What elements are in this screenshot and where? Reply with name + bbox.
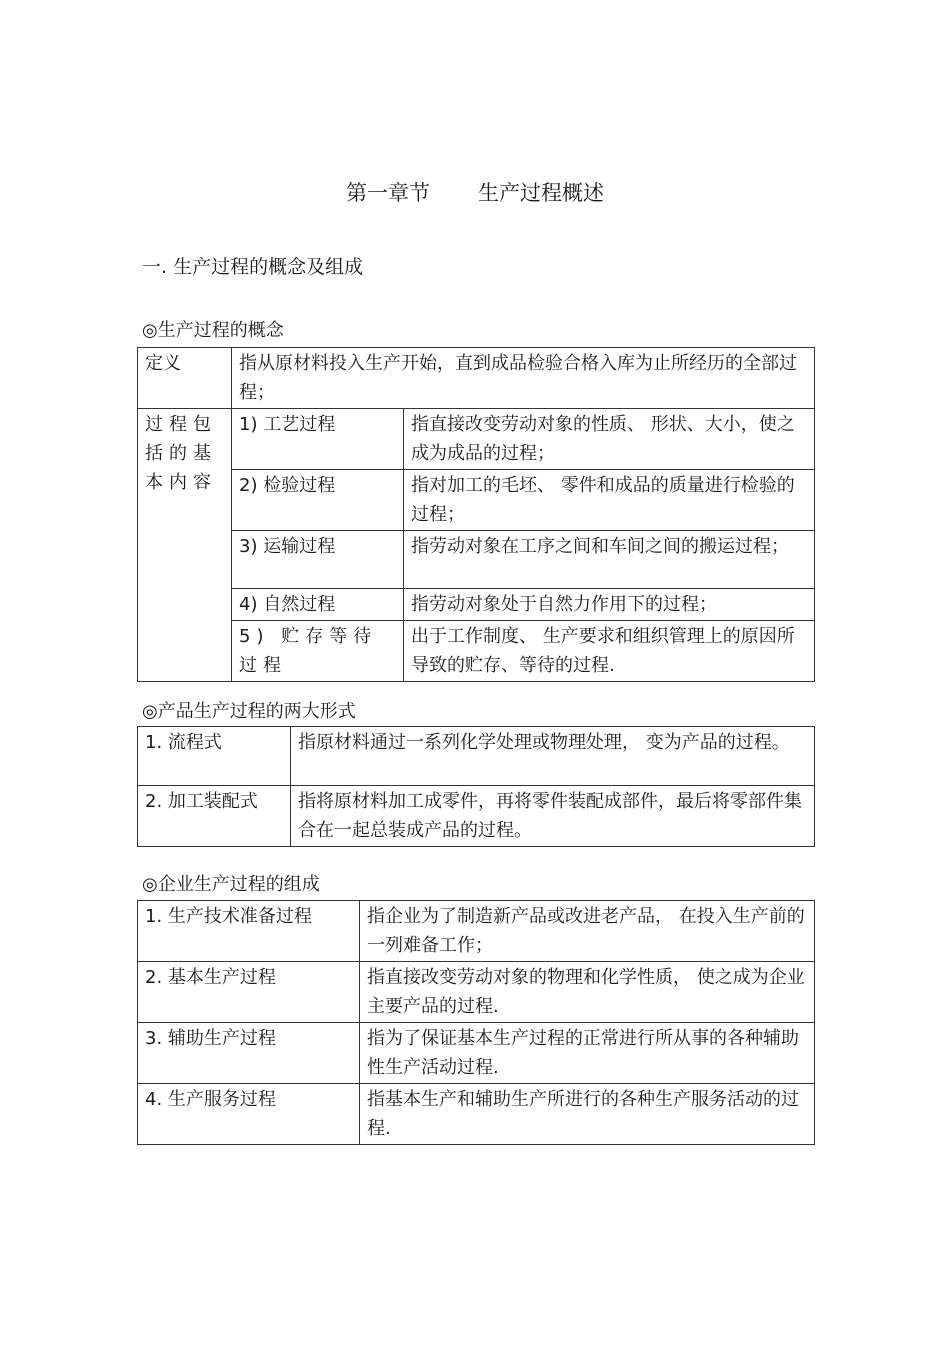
table-row — [138, 531, 815, 589]
definition-text: 指从原材料投入生产开始，直到成品检验合格入库为止所经历的全部过程； — [232, 348, 815, 409]
table-row — [138, 901, 815, 962]
chapter-label: 第一章节 — [346, 181, 430, 205]
table-row — [138, 962, 815, 1023]
table-row — [138, 589, 815, 621]
table-row — [138, 470, 815, 531]
process-desc: 出于工作制度、 生产要求和组织管理上的原因所导致的贮存、等待的过程. — [404, 621, 815, 682]
composition-desc: 指为了保证基本生产过程的正常进行所从事的各种辅助性生产活动过程. — [360, 1023, 815, 1084]
composition-name: 2. 基本生产过程 — [138, 962, 360, 1023]
forms-heading: ◎产品生产过程的两大形式 — [142, 701, 356, 722]
forms-table — [137, 726, 815, 847]
process-desc: 指劳动对象处于自然力作用下的过程； — [404, 589, 815, 621]
basic-content-label: 过程包括的基本内容 — [138, 409, 232, 682]
composition-name: 1. 生产技术准备过程 — [138, 901, 360, 962]
process-name: 5) 贮存等待过程 — [232, 621, 404, 682]
section-heading: 一. 生产过程的概念及组成 — [142, 256, 364, 278]
process-desc: 指劳动对象在工序之间和车间之间的搬运过程； — [404, 531, 815, 589]
table-row — [138, 727, 815, 786]
composition-table — [137, 900, 815, 1145]
definition-row — [138, 348, 815, 409]
definition-label: 定义 — [138, 348, 232, 409]
form-name: 1. 流程式 — [138, 727, 291, 786]
composition-heading: ◎企业生产过程的组成 — [142, 874, 320, 895]
table-row — [138, 409, 815, 470]
table-row — [138, 1084, 815, 1145]
concept-heading: ◎生产过程的概念 — [142, 320, 284, 341]
form-desc: 指原材料通过一系列化学处理或物理处理， 变为产品的过程。 — [291, 727, 815, 786]
composition-name: 3. 辅助生产过程 — [138, 1023, 360, 1084]
concept-table — [137, 347, 815, 682]
process-desc: 指直接改变劳动对象的性质、 形状、大小，使之成为成品的过程； — [404, 409, 815, 470]
composition-desc: 指企业为了制造新产品或改进老产品， 在投入生产前的一列难备工作； — [360, 901, 815, 962]
process-desc: 指对加工的毛坯、 零件和成品的质量进行检验的过程； — [404, 470, 815, 531]
chapter-name: 生产过程概述 — [478, 181, 604, 205]
composition-desc: 指直接改变劳动对象的物理和化学性质， 使之成为企业主要产品的过程. — [360, 962, 815, 1023]
table-row — [138, 786, 815, 847]
form-name: 2. 加工装配式 — [138, 786, 291, 847]
process-name: 3) 运输过程 — [232, 531, 404, 589]
composition-desc: 指基本生产和辅助生产所进行的各种生产服务活动的过程. — [360, 1084, 815, 1145]
composition-name: 4. 生产服务过程 — [138, 1084, 360, 1145]
process-name: 4) 自然过程 — [232, 589, 404, 621]
table-row — [138, 1023, 815, 1084]
process-name: 1) 工艺过程 — [232, 409, 404, 470]
process-name: 2) 检验过程 — [232, 470, 404, 531]
table-row — [138, 621, 815, 682]
page-title — [0, 178, 950, 208]
form-desc: 指将原材料加工成零件，再将零件装配成部件，最后将零部件集合在一起总装成产品的过程。 — [291, 786, 815, 847]
